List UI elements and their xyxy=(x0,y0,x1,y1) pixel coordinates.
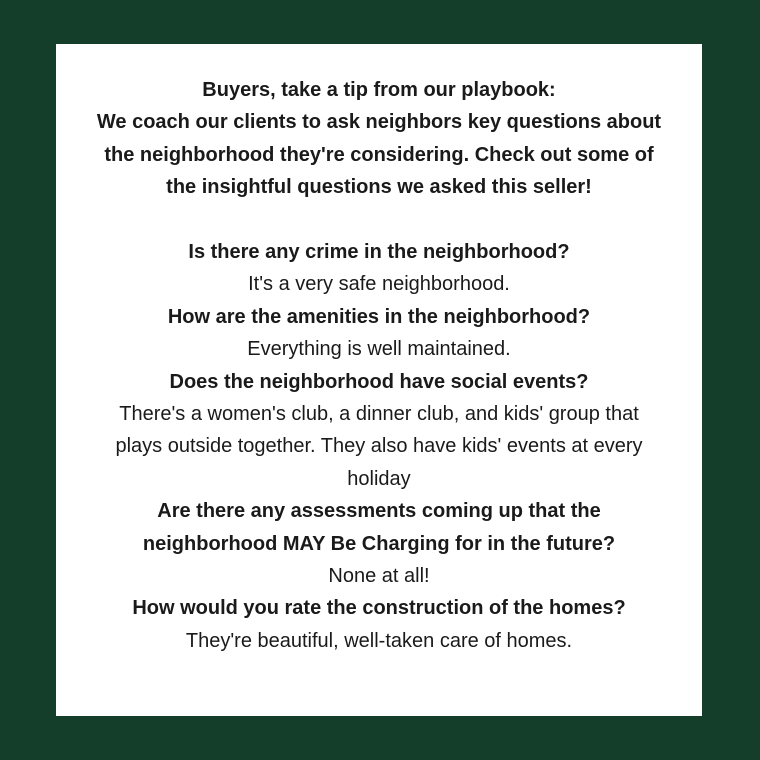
qa-item-amenities xyxy=(56,301,702,366)
qa-item-construction xyxy=(56,592,702,657)
intro-block xyxy=(56,74,702,204)
answer-text: There's a women's club, a dinner club, and kids' group that xyxy=(119,403,639,426)
question-text: How are the amenities in the neighborhood? xyxy=(167,305,591,328)
answer-text: They're beautiful, well-taken care of homes. xyxy=(185,629,573,652)
question-text: Are there any assessments coming up that the xyxy=(157,500,601,523)
qa-item-crime xyxy=(56,236,702,301)
answer-text: Everything is well maintained. xyxy=(247,338,511,361)
question-text: How would you rate the construction of the homes? xyxy=(132,597,626,620)
intro-line: the neighborhood they're considering. Check out some of xyxy=(104,143,654,166)
question-text: Is there any crime in the neighborhood? xyxy=(188,241,570,264)
question-text: neighborhood MAY Be Charging for in the future? xyxy=(142,532,616,555)
intro-line: the insightful questions we asked this seller! xyxy=(166,176,592,199)
answer-text: None at all! xyxy=(328,565,430,588)
intro-line: We coach our clients to ask neighbors key questions about xyxy=(96,111,662,134)
qa-item-assessments xyxy=(56,495,702,592)
qa-item-social-events xyxy=(56,366,702,496)
answer-text: plays outside together. They also have kids' events at every xyxy=(115,435,643,458)
content-card xyxy=(56,44,702,716)
question-text: Does the neighborhood have social events? xyxy=(169,370,589,393)
answer-text: It's a very safe neighborhood. xyxy=(248,273,510,296)
answer-text: holiday xyxy=(347,467,411,490)
intro-line: Buyers, take a tip from our playbook: xyxy=(202,79,556,101)
spacer xyxy=(56,204,702,236)
